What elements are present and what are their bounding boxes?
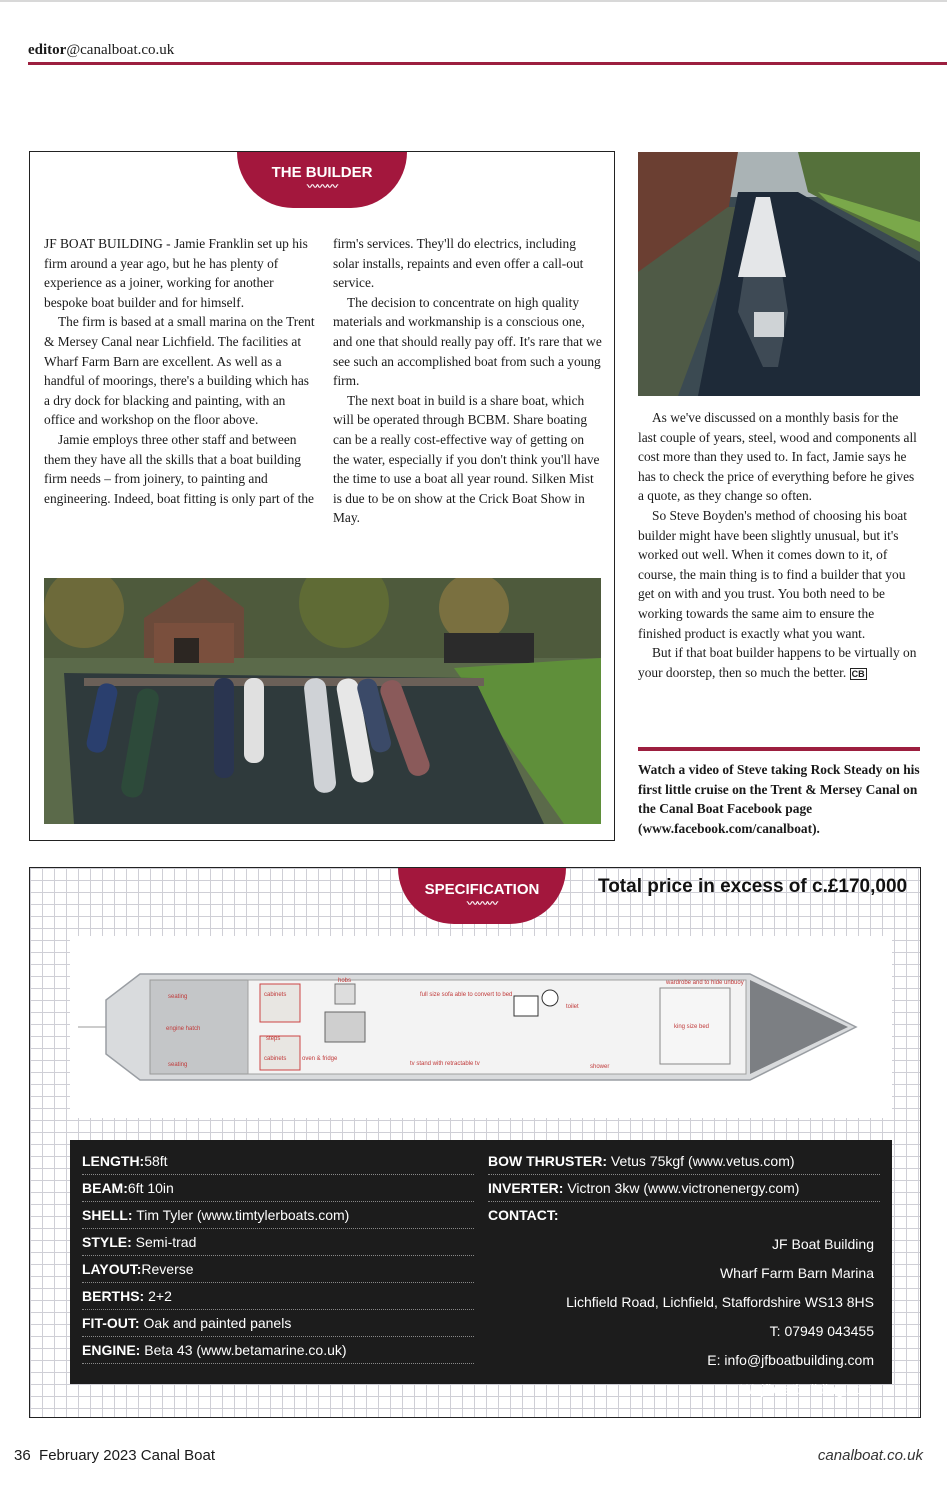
facebook-video-callout[interactable]: Watch a video of Steve taking Rock Steady on his first little cruise on the Trent & Mersey Canal on the Canal Boat Facebook page (www.facebook.com/canalboat).	[638, 762, 920, 836]
plan-label: seating	[168, 994, 188, 1000]
paragraph: As we've discussed on a monthly basis for the last couple of years, steel, wood and components all cost more than they used to. In fact, Jamie says he has to check the price of everything before he gives a quote, as they change so often.	[638, 410, 917, 504]
spec-row-shell: SHELL: Tim Tyler (www.timtylerboats.com)	[82, 1202, 474, 1229]
canal-boat-end-icon: CB	[851, 668, 865, 679]
specification-badge	[398, 868, 566, 924]
spec-row-engine: ENGINE: Beta 43 (www.betamarine.co.uk)	[82, 1337, 474, 1364]
spec-list-right	[488, 1148, 880, 1404]
builder-badge	[237, 152, 407, 208]
plan-label: seating	[168, 1062, 188, 1068]
issue-date: February 2023	[39, 1447, 137, 1464]
page-footer	[14, 1447, 215, 1464]
paragraph: The firm is based at a small marina on the Trent & Mersey Canal near Lichfield. The facilities at Wharf Farm Barn are excellent. As well as a handful of moorings, there's a building which has a dry dock for blacking and painting, with an office and workshop on the floor above.	[44, 314, 315, 428]
header-rule	[28, 62, 947, 65]
builder-column-1	[44, 234, 316, 508]
plan-label: hobs	[338, 978, 352, 984]
plan-label: cabinets	[264, 992, 287, 998]
contact-heading: CONTACT:	[488, 1207, 559, 1223]
specification-badge-label: SPECIFICATION	[424, 881, 540, 898]
spec-row-fitout: FIT-OUT: Oak and painted panels	[82, 1310, 474, 1337]
plan-label: toilet	[566, 1004, 579, 1010]
paragraph: The decision to concentrate on high quality materials and workmanship is a conscious one, and one that should really pay off. It's rare that we see such an accomplished boat from such a young firm.	[333, 294, 602, 389]
footer-website[interactable]: canalboat.co.uk	[817, 1447, 923, 1464]
plan-label: cabinets	[264, 1056, 287, 1062]
plan-label: king size bed	[674, 1024, 710, 1030]
boat-layout-plan	[70, 936, 892, 1118]
paragraph: JF BOAT BUILDING - Jamie Franklin set up his firm around a year ago, but he has plenty of experience as a joiner, working for another bespoke boat builder and for himself.	[44, 236, 308, 310]
plan-label: oven & fridge	[302, 1056, 338, 1062]
plan-label: steps	[266, 1036, 281, 1042]
canal-boat-photo	[638, 152, 920, 396]
plan-label: tv stand with retractable tv	[410, 1061, 480, 1067]
plan-label: wardrobe and to hide unbuoy	[666, 980, 744, 986]
right-column-text	[638, 408, 920, 684]
plan-label: shower	[590, 1064, 610, 1070]
paragraph: The next boat in build is a share boat, which will be operated through BCBM. Share boating can be a really cost-effective way of getting on the water, especially if you don't think you'll have the time to use a boat all year round. Silken Mist is due to be on show at the Crick Boat Show in May.	[333, 392, 600, 526]
paragraph: Jamie employs three other staff and between them they have all the skills that a boat building firm needs – from joinery, to painting and engineering. Indeed, boat fitting is only part of the	[44, 431, 314, 506]
magazine-name: Canal Boat	[140, 1447, 215, 1464]
spec-row-berths: BERTHS: 2+2	[82, 1283, 474, 1310]
paragraph: But if that boat builder happens to be virtually on your doorstep, then so much the better. CB	[638, 645, 917, 680]
spec-row-inverter: INVERTER: Victron 3kw (www.victronenergy.com)	[488, 1175, 880, 1202]
specification-details	[70, 1140, 892, 1397]
top-rule	[0, 0, 947, 2]
contact-email[interactable]: E: info@jfboatbuilding.com	[707, 1352, 874, 1368]
editor-email[interactable]: editor@canalboat.co.uk	[28, 42, 175, 58]
paragraph: So Steve Boyden's method of choosing his boat builder might have been slightly unusual, but it's worked out well. When it comes down to it, of course, the main thing is to find a builder that you get on with and you trust. You both need to be working towards the same aim to ensure the finished product is exactly what you want.	[638, 507, 907, 641]
contact-website[interactable]: W: jfboatbuilding.com	[740, 1381, 874, 1397]
builder-column-2	[333, 234, 603, 528]
spec-row-bow-thruster: BOW THRUSTER: Vetus 75kgf (www.vetus.com)	[488, 1148, 880, 1175]
spec-row-beam: BEAM:6ft 10in	[82, 1175, 474, 1202]
specification-panel	[29, 867, 921, 1418]
marina-aerial-photo	[44, 578, 601, 824]
paragraph: firm's services. They'll do electrics, including solar installs, repaints and even offer a call-out service.	[333, 236, 584, 291]
spec-row-length: LENGTH:58ft	[82, 1148, 474, 1175]
wave-icon: 〰〰〰	[467, 898, 497, 910]
spec-list-left	[82, 1148, 474, 1364]
builder-panel	[29, 151, 615, 841]
callout-rule	[638, 747, 920, 751]
spec-row-style: STYLE: Semi-trad	[82, 1229, 474, 1256]
wave-icon: 〰〰〰	[307, 181, 337, 193]
contact-marina: Wharf Farm Barn Marina	[719, 1265, 874, 1281]
page-number: 36	[14, 1447, 31, 1464]
spec-row-layout: LAYOUT:Reverse	[82, 1256, 474, 1283]
plan-label: full size sofa able to convert to bed	[420, 992, 513, 998]
total-price: Total price in excess of c.£170,000	[598, 876, 908, 897]
contact-phone[interactable]: T: 07949 043455	[769, 1323, 874, 1339]
builder-badge-label: THE BUILDER	[271, 164, 373, 181]
contact-address: Lichfield Road, Lichfield, Staffordshire WS13 8HS	[566, 1294, 874, 1310]
plan-label: engine hatch	[166, 1026, 201, 1032]
contact-company: JF Boat Building	[772, 1236, 874, 1252]
